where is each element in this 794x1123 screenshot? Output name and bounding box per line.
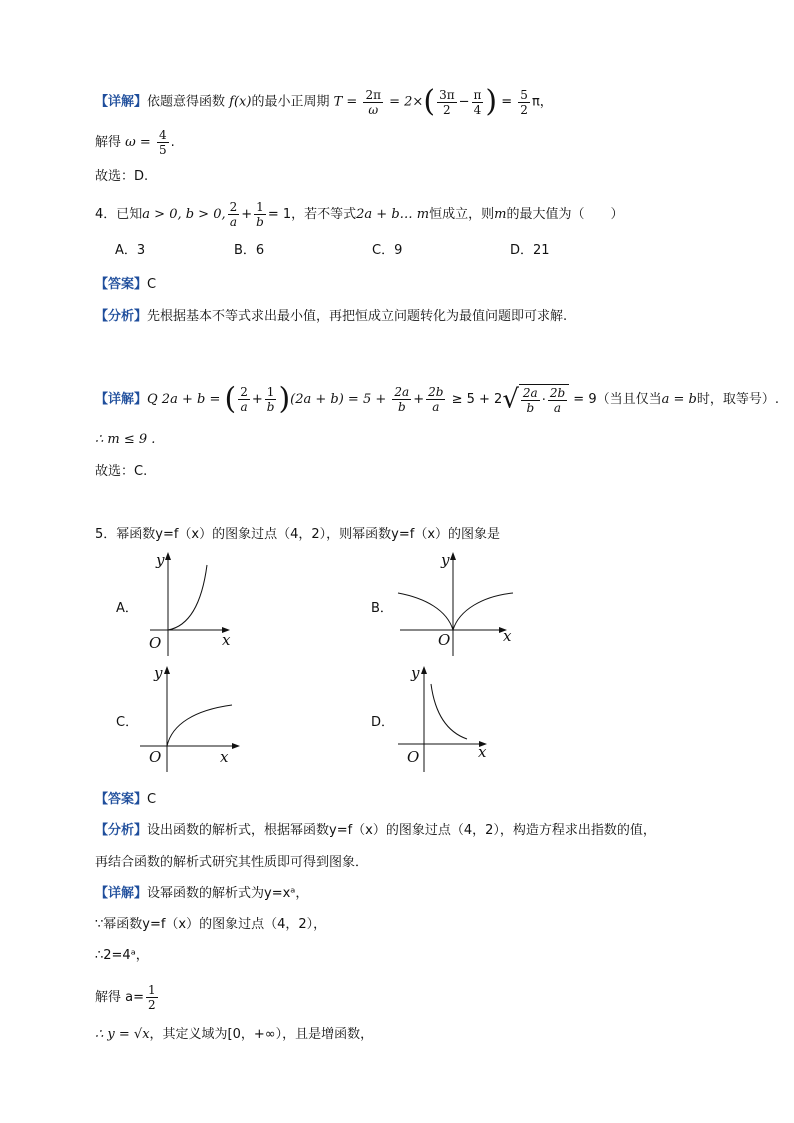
graph-b-label: B． <box>371 601 393 616</box>
graph-a-label: A． <box>116 601 138 616</box>
choose-4-line: 故选：C. <box>95 464 148 479</box>
detail-5-last: ∴ y = √x，其定义域为[0，+∞），且是增函数， <box>95 1027 374 1042</box>
svg-text:O: O <box>438 631 451 649</box>
analysis-5-line1: 【分析】设出函数的解析式，根据幂函数y=f（x）的图象过点（4，2），构造方程求出指数的值， <box>95 823 656 838</box>
answer-4-line: 【答案】C <box>95 277 157 292</box>
svg-text:y: y <box>154 664 163 682</box>
svg-text:O: O <box>149 748 162 766</box>
svg-text:O: O <box>407 748 420 766</box>
therefore-4-line: ∴ m ≤ 9 . <box>95 432 156 447</box>
analysis-4-line: 【分析】先根据基本不等式求出最小值，再把恒成立问题转化为最值问题即可求解. <box>95 309 568 324</box>
svg-text:y: y <box>441 551 450 569</box>
graph-c <box>140 662 260 778</box>
detail-tag: 【详解】 <box>95 94 148 110</box>
detail-5-solve: 解得 a= $\frac{1}{2}$ <box>95 983 156 1012</box>
svg-text:x: x <box>220 748 229 766</box>
graph-d <box>395 662 505 778</box>
option-d: D．21 <box>510 243 550 258</box>
origin-label: O <box>149 634 162 652</box>
graph-c-label: C． <box>116 715 139 730</box>
solve-1-line: 解得 ω = $\frac{4}{5}$ . <box>95 128 175 157</box>
detail-4-line: 【详解】Q 2a + b = ( $\frac{2}{a}$ + $\frac{1}{b}$ )(2a + b) = 5 + $\frac{2a}{b}$ + $\frac{2b}{a}$ ≥ 5 + 2√ $\frac{2a}{b}$ · $\frac{2b}{a}$ = 9（当且仅当a = b时，取等号）. <box>95 381 779 417</box>
option-c: C．9 <box>372 243 403 258</box>
analysis-5-line2: 再结合函数的解析式研究其性质即可得到图象． <box>95 855 369 870</box>
choose-1-line: 故选：D. <box>95 169 149 184</box>
question-4: 4．已知a > 0, b > 0, $\frac{2}{a}$ + $\frac{1}{b}$ = 1，若不等式2a + b… m恒成立，则m的最大值为（ ） <box>95 200 624 229</box>
detail-5-line2: ∵幂函数y=f（x）的图象过点（4，2）， <box>95 917 327 932</box>
fraction: $\frac{2\pi}{\omega}$ <box>365 87 381 117</box>
graph-a <box>140 548 250 662</box>
detail-5-line1: 【详解】设幂函数的解析式为y=xᵃ， <box>95 886 309 901</box>
answer-5-line: 【答案】C <box>95 792 157 807</box>
question-5: 5．幂函数y=f（x）的图象过点（4，2），则幂函数y=f（x）的图象是 <box>95 527 501 542</box>
svg-text:x: x <box>478 743 487 761</box>
graph-d-label: D． <box>371 715 395 730</box>
graph-b <box>395 548 525 662</box>
svg-text:x: x <box>503 627 512 645</box>
option-a: A．3 <box>115 243 146 258</box>
svg-text:y: y <box>411 664 420 682</box>
question-4-options <box>115 241 615 261</box>
y-axis-label: y <box>156 551 165 569</box>
x-axis-label: x <box>222 631 231 649</box>
detail-5-line3: ∴2=4ᵃ， <box>95 948 149 963</box>
option-b: B．6 <box>234 243 265 258</box>
detail-1-line: 【详解】依题意得函数 f(x)的最小正周期 T = $\frac{2\pi}{\omega}$ = 2×( $\frac{3\pi}{2}$ − $\frac{\pi}{4}$ ) = $\frac{5}{2}$ π， <box>95 84 553 119</box>
